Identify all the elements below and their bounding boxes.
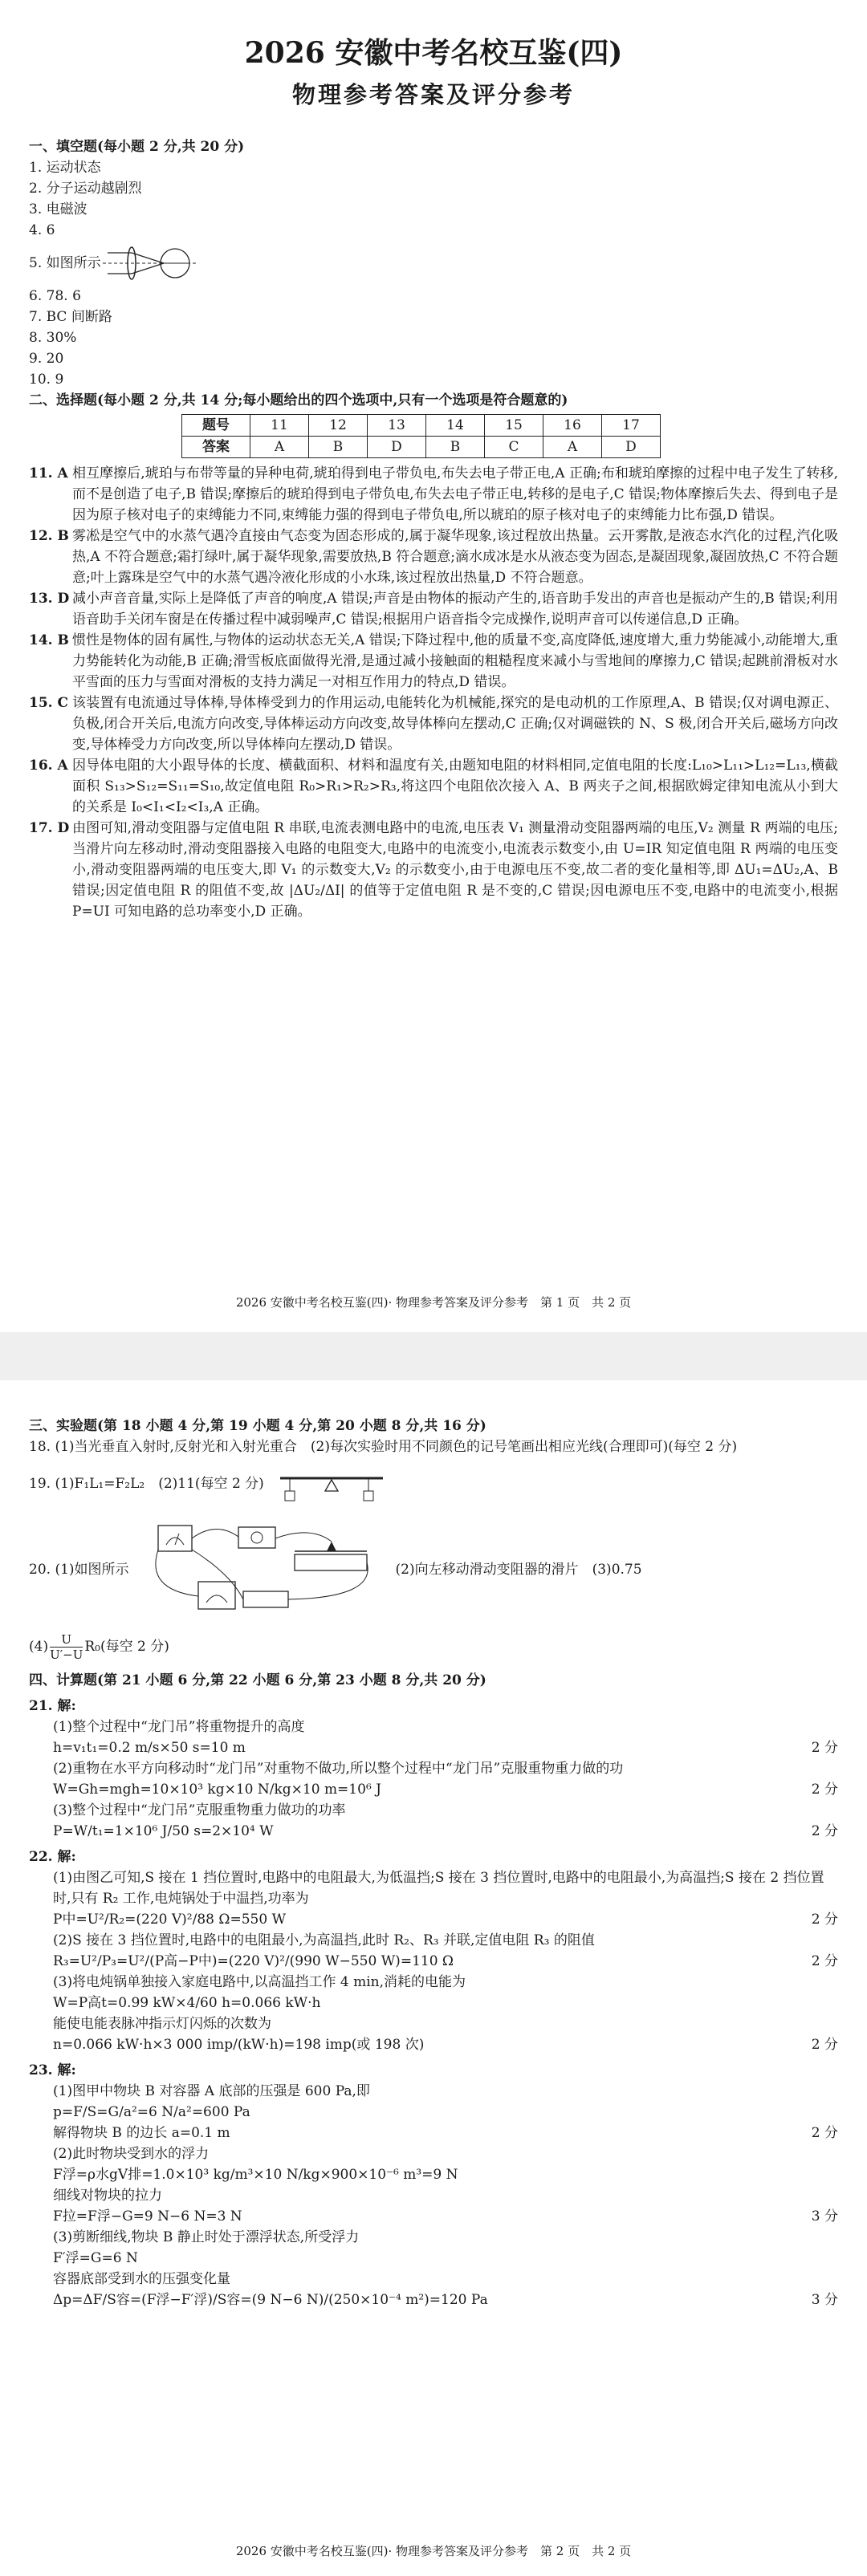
fill-answer-item: 9. 20 bbox=[29, 351, 64, 367]
calc-solution-line bbox=[29, 1972, 838, 1993]
table-cell: 14 bbox=[426, 415, 485, 437]
score-points: 2 分 bbox=[811, 2037, 838, 2053]
calc-solution-line bbox=[29, 1779, 838, 1800]
explanation-text: 减小声音音量,实际上是降低了声音的响度,A 错误;声音是由物体的振动产生的,语音助手发出的声音也是振动产生的,B 错误;利用语音助手关闭车窗是在传播过程中减弱噪声,C 错误;根据用户语音指令完成操作,说明声音可以传递信息,D 正确。 bbox=[72, 591, 838, 628]
calc-solution-line bbox=[29, 2034, 838, 2055]
calc-solution-line bbox=[29, 1930, 838, 1951]
fill-answer-item: 3. 电磁波 bbox=[29, 201, 88, 217]
table-cell: 17 bbox=[602, 415, 661, 437]
fill-answer-item: 2. 分子运动越剧烈 bbox=[29, 181, 142, 197]
calc-solution-line bbox=[29, 2206, 838, 2227]
calc-solution-line bbox=[29, 2185, 838, 2206]
calc-line-text: W=Gh=mgh=10×10³ kg×10 N/kg×10 m=10⁶ J bbox=[53, 1782, 381, 1798]
calc-solution-line bbox=[29, 1821, 838, 1842]
calc-question-label bbox=[29, 2060, 838, 2081]
calc-question-label bbox=[29, 1696, 838, 1717]
table-cell: 16 bbox=[543, 415, 602, 437]
page-footer: 2026 安徽中考名校互鉴(四)· 物理参考答案及评分参考 第 2 页 共 2 页 bbox=[235, 2544, 632, 2558]
calc-line-text: P=W/t₁=1×10⁶ J/50 s=2×10⁴ W bbox=[53, 1823, 274, 1839]
table-cell: 13 bbox=[368, 415, 426, 437]
calc-line-text: (1)整个过程中“龙门吊”将重物提升的高度 bbox=[53, 1719, 305, 1735]
page-title: 2026 安徽中考名校互鉴(四) bbox=[244, 36, 623, 70]
table-cell: B bbox=[309, 437, 368, 458]
calc-solution-line bbox=[29, 2102, 838, 2123]
table-header-cell: 答案 bbox=[182, 437, 250, 458]
question-number: 14. B bbox=[29, 632, 69, 648]
calc-solution-line bbox=[29, 1867, 838, 1909]
calc-solution-line bbox=[29, 2227, 838, 2248]
table-cell: C bbox=[485, 437, 543, 458]
table-cell: B bbox=[426, 437, 485, 458]
experiment-answer-18: 18. (1)当光垂直入射时,反射光和入射光重合 (2)每次实验时用不同颜色的记号笔画出相应光线(合理即可)(每空 2 分) bbox=[29, 1439, 738, 1455]
question-number: 16. A bbox=[29, 758, 68, 774]
score-points: 2 分 bbox=[811, 1823, 838, 1839]
calc-line-text: R₃=U²/P₃=U²/(P高−P中)=(220 V)²/(990 W−550 W)=110 Ω bbox=[53, 1953, 454, 1969]
calc-solution-line bbox=[29, 1737, 838, 1758]
calc-line-text: h=v₁t₁=0.2 m/s×50 s=10 m bbox=[53, 1740, 246, 1756]
calc-solution-line bbox=[29, 1909, 838, 1930]
section-experiment-heading: 三、实验题(第 18 小题 4 分,第 19 小题 4 分,第 20 小题 8 分,共 16 分) bbox=[29, 1418, 486, 1434]
calc-line-text: 容器底部受到水的压强变化量 bbox=[53, 2271, 230, 2287]
calc-line-text: (1)由图乙可知,S 接在 1 挡位置时,电路中的电阻最大,为低温挡;S 接在 3 挡位置时,电路中的电阻最小,为高温挡;S 接在 2 挡位置时,只有 R₂ 工作,电炖锅处于中温挡,功率为 bbox=[53, 1870, 824, 1907]
calc-solution-line bbox=[29, 2164, 838, 2185]
choice-answer-table bbox=[181, 414, 661, 458]
fill-answer-item-5 bbox=[29, 241, 838, 286]
score-points: 2 分 bbox=[811, 2125, 838, 2141]
explanation-text: 惯性是物体的固有属性,与物体的运动状态无关,A 错误;下降过程中,他的质量不变,高度降低,速度增大,重力势能减小,动能增大,重力势能转化为动能,B 正确;滑雪板底面做得光滑,是通过减小接触面的粗糙程度来减小与雪地间的摩擦力,C 错误;起跳前滑板对水平雪面的压力与雪面对滑板的支持力满足一对相互作用力的特点,D 错误。 bbox=[72, 632, 838, 690]
calc-solution-line bbox=[29, 2290, 838, 2310]
calc-solution-line bbox=[29, 1993, 838, 2013]
experiment-answer-19 bbox=[29, 1462, 838, 1505]
table-row bbox=[182, 437, 661, 458]
question-number: 13. D bbox=[29, 591, 70, 607]
calc-line-text: W=P高t=0.99 kW×4/60 h=0.066 kW·h bbox=[53, 1995, 321, 2011]
calc-line-text: (2)S 接在 3 挡位置时,电路中的电阻最小,为高温挡,此时 R₂、R₃ 并联,定值电阻 R₃ 的阻值 bbox=[53, 1932, 595, 1948]
calc-line-text: 解得物块 B 的边长 a=0.1 m bbox=[53, 2125, 230, 2141]
section-calc-heading: 四、计算题(第 21 小题 6 分,第 22 小题 6 分,第 23 小题 8 分,共 20 分) bbox=[29, 1672, 486, 1688]
page-subtitle: 物理参考答案及评分参考 bbox=[291, 81, 575, 108]
calc-line-text: F′浮=G=6 N bbox=[53, 2250, 138, 2266]
question-number: 15. C bbox=[29, 695, 69, 711]
numerator: U bbox=[50, 1632, 83, 1648]
explanation-item bbox=[29, 755, 838, 818]
calc-solution-line bbox=[29, 2013, 838, 2034]
calc-line-text: 细线对物块的拉力 bbox=[53, 2188, 162, 2204]
page-2-content bbox=[29, 1416, 838, 2310]
fill-answer-item: 6. 78. 6 bbox=[29, 288, 81, 304]
calc-line-text: p=F/S=G/a²=6 N/a²=600 Pa bbox=[53, 2104, 250, 2120]
calc-line-text: 22. 解: bbox=[29, 1849, 76, 1865]
table-cell: 12 bbox=[309, 415, 368, 437]
experiment-answer-20-text: (2)向左移动滑动变阻器的滑片 (3)0.75 bbox=[395, 1562, 642, 1578]
fraction bbox=[50, 1632, 83, 1662]
question-number: 11. A bbox=[29, 465, 68, 481]
calc-line-text: n=0.066 kW·h×3 000 imp/(kW·h)=198 imp(或 198 次) bbox=[53, 2037, 425, 2053]
fill-answer-item: 1. 运动状态 bbox=[29, 160, 101, 176]
calc-line-text: (3)剪断细线,物块 B 静止时处于漂浮状态,所受浮力 bbox=[53, 2229, 360, 2245]
calc-line-text: F拉=F浮−G=9 N−6 N=3 N bbox=[53, 2208, 242, 2225]
calc-line-text: 21. 解: bbox=[29, 1698, 76, 1714]
calc-line-text: P中=U²/R₂=(220 V)²/88 Ω=550 W bbox=[53, 1912, 287, 1928]
fill-answer-item: 10. 9 bbox=[29, 372, 64, 388]
table-header-cell: 题号 bbox=[182, 415, 250, 437]
explanation-text: 该装置有电流通过导体棒,导体棒受到力的作用运动,电能转化为机械能,探究的是电动机的工作原理,A、B 错误;仅对调电源正、负极,闭合开关后,电流方向改变,导体棒运动方向改变,故导体棒向左摆动,C 正确;仅对调磁铁的 N、S 极,闭合开关后,磁场方向改变,导体棒受力方向改变,所以导体棒向左摆动,D 错误。 bbox=[72, 695, 838, 753]
calc-solution-line bbox=[29, 2248, 838, 2269]
calc-line-text: Δp=ΔF/S容=(F浮−F′浮)/S容=(9 N−6 N)/(250×10⁻⁴ m²)=120 Pa bbox=[53, 2292, 488, 2308]
calc-solution-line bbox=[29, 2269, 838, 2290]
experiment-answer-20-4 bbox=[29, 1632, 838, 1662]
table-cell: A bbox=[543, 437, 602, 458]
calc-line-text: (1)图甲中物块 B 对容器 A 底部的压强是 600 Pa,即 bbox=[53, 2083, 370, 2099]
calc-line-text: 23. 解: bbox=[29, 2062, 76, 2078]
calc-solution-line bbox=[29, 2123, 838, 2143]
calc-solution-line bbox=[29, 1758, 838, 1779]
table-row bbox=[182, 415, 661, 437]
calc-question-label bbox=[29, 1847, 838, 1867]
calc-solution-line bbox=[29, 2081, 838, 2102]
fill-answer-text: 5. 如图所示 bbox=[29, 255, 101, 271]
answer-prefix: (4) bbox=[29, 1639, 49, 1655]
table-cell: A bbox=[250, 437, 309, 458]
calc-line-text: (3)将电炖锅单独接入家庭电路中,以高温挡工作 4 min,消耗的电能为 bbox=[53, 1974, 466, 1990]
section-choice-heading: 二、选择题(每小题 2 分,共 14 分;每小题给出的四个选项中,只有一个选项是符合题意的) bbox=[29, 392, 568, 408]
explanation-item bbox=[29, 693, 838, 755]
calc-line-text: (2)此时物块受到水的浮力 bbox=[53, 2146, 210, 2162]
calc-line-text: (2)重物在水平方向移动时“龙门吊”对重物不做功,所以整个过程中“龙门吊”克服重物重力做的功 bbox=[53, 1761, 624, 1777]
fill-answer-item: 4. 6 bbox=[29, 222, 55, 238]
denominator: U′−U bbox=[50, 1648, 83, 1662]
section-fill-heading: 一、填空题(每小题 2 分,共 20 分) bbox=[29, 139, 245, 155]
calc-solutions bbox=[29, 1696, 838, 2310]
score-points: 3 分 bbox=[811, 2292, 838, 2308]
explanation-text: 由图可知,滑动变阻器与定值电阻 R 串联,电流表测电路中的电流,电压表 V₁ 测量滑动变阻器两端的电压,V₂ 测量 R 两端的电压;当滑片向左移动时,滑动变阻器接入电路的电阻变大,电路中的电流变小,电流表示数变小,由 U=IR 知定值电阻 R 两端的电压变小,滑动变阻器两端的电压变大,即 V₁ 的示数变大,V₂ 的示数变小,由于电源电压不变,故二者的变化量相等,即 ΔU₁=ΔU₂,A、B 错误;因定值电阻 R 的阻值不变,故 |ΔU₂/ΔI| 的值等于定值电阻 R 是不变的,C 错误;因电源电压不变,电路中的电流变小,根据 P=UI 可知电路的总功率变小,D 正确。 bbox=[72, 820, 838, 920]
explanation-item bbox=[29, 588, 838, 630]
calc-solution-line bbox=[29, 1717, 838, 1737]
explanation-item bbox=[29, 526, 838, 588]
calc-solution-line bbox=[29, 1951, 838, 1972]
calc-line-text: (3)整个过程中“龙门吊”克服重物重力做功的功率 bbox=[53, 1802, 346, 1818]
experiment-answer-20-text: 20. (1)如图所示 bbox=[29, 1562, 129, 1578]
answer-page-2 bbox=[0, 1380, 867, 2576]
table-cell: 15 bbox=[485, 415, 543, 437]
score-points: 3 分 bbox=[811, 2208, 838, 2225]
page-footer: 2026 安徽中考名校互鉴(四)· 物理参考答案及评分参考 第 1 页 共 2 页 bbox=[235, 1295, 632, 1310]
score-points: 2 分 bbox=[811, 1782, 838, 1798]
score-points: 2 分 bbox=[811, 1912, 838, 1928]
circuit-diagram bbox=[142, 1518, 383, 1622]
explanation-text: 因导体电阻的大小跟导体的长度、横截面积、材料和温度有关,由题知电阻的材料相同,定值电阻的长度:L₁₀>L₁₁>L₁₂=L₁₃,横截面积 S₁₃>S₁₂=S₁₁=S₁₀,故定值电阻 R₀>R₁>R₂>R₃,将这四个电阻依次接入 A、B 两夹子之间,根据欧姆定律知电流从小到大的关系是 I₀<I₁<I₂<I₃,A 正确。 bbox=[72, 758, 838, 815]
calc-line-text: 能使电能表脉冲指示灯闪烁的次数为 bbox=[53, 2016, 271, 2032]
fill-answer-item: 7. BC 间断路 bbox=[29, 309, 112, 325]
calc-solution-line bbox=[29, 1800, 838, 1821]
calc-solution-line bbox=[29, 2143, 838, 2164]
experiment-answer-19-text: 19. (1)F₁L₁=F₂L₂ (2)11(每空 2 分) bbox=[29, 1476, 264, 1492]
lens-ray-diagram bbox=[101, 243, 197, 283]
table-cell: D bbox=[368, 437, 426, 458]
explanation-item bbox=[29, 463, 838, 526]
explanation-item bbox=[29, 630, 838, 693]
score-points: 2 分 bbox=[811, 1740, 838, 1756]
explanation-text: 雾凇是空气中的水蒸气遇冷直接由气态变为固态形成的,属于凝华现象,该过程放出热量。云开雾散,是液态水汽化的过程,汽化吸热,A 不符合题意;霜打绿叶,属于凝华现象,需要放热,B 符合题意;滴水成冰是水从液态变为固态,是凝固现象,凝固放热,C 不符合题意;叶上露珠是空气中的水蒸气遇冷液化形成的小水珠,该过程放出热量,D 不符合题意。 bbox=[72, 528, 838, 586]
question-number: 17. D bbox=[29, 820, 70, 836]
fill-answer-item: 8. 30% bbox=[29, 330, 77, 346]
fill-answer-list bbox=[29, 157, 838, 390]
experiment-answer-20 bbox=[29, 1514, 838, 1626]
answer-suffix: R₀(每空 2 分) bbox=[84, 1639, 169, 1655]
page-1-content bbox=[29, 136, 838, 922]
table-cell: 11 bbox=[250, 415, 309, 437]
score-points: 2 分 bbox=[811, 1953, 838, 1969]
table-cell: D bbox=[602, 437, 661, 458]
lever-diagram bbox=[275, 1462, 388, 1505]
explanation-text: 相互摩擦后,琥珀与布带等量的异种电荷,琥珀得到电子带负电,布失去电子带正电,A 正确;布和琥珀摩擦的过程中电子发生了转移,而不是创造了电子,B 错误;摩擦后的琥珀得到电子带负电,布失去电子带正电,转移的是电子,C 错误;物体摩擦后失去、得到电子是因为原子核对电子的束缚能力不同,束缚能力强的得到电子带负电,所以琥珀的原子核对电子的束缚能力比布强,D 错误。 bbox=[72, 465, 838, 523]
choice-explanations bbox=[29, 463, 838, 922]
calc-line-text: F浮=ρ水gV排=1.0×10³ kg/m³×10 N/kg×900×10⁻⁶ m³=9 N bbox=[53, 2167, 458, 2183]
question-number: 12. B bbox=[29, 528, 69, 544]
explanation-item bbox=[29, 818, 838, 922]
